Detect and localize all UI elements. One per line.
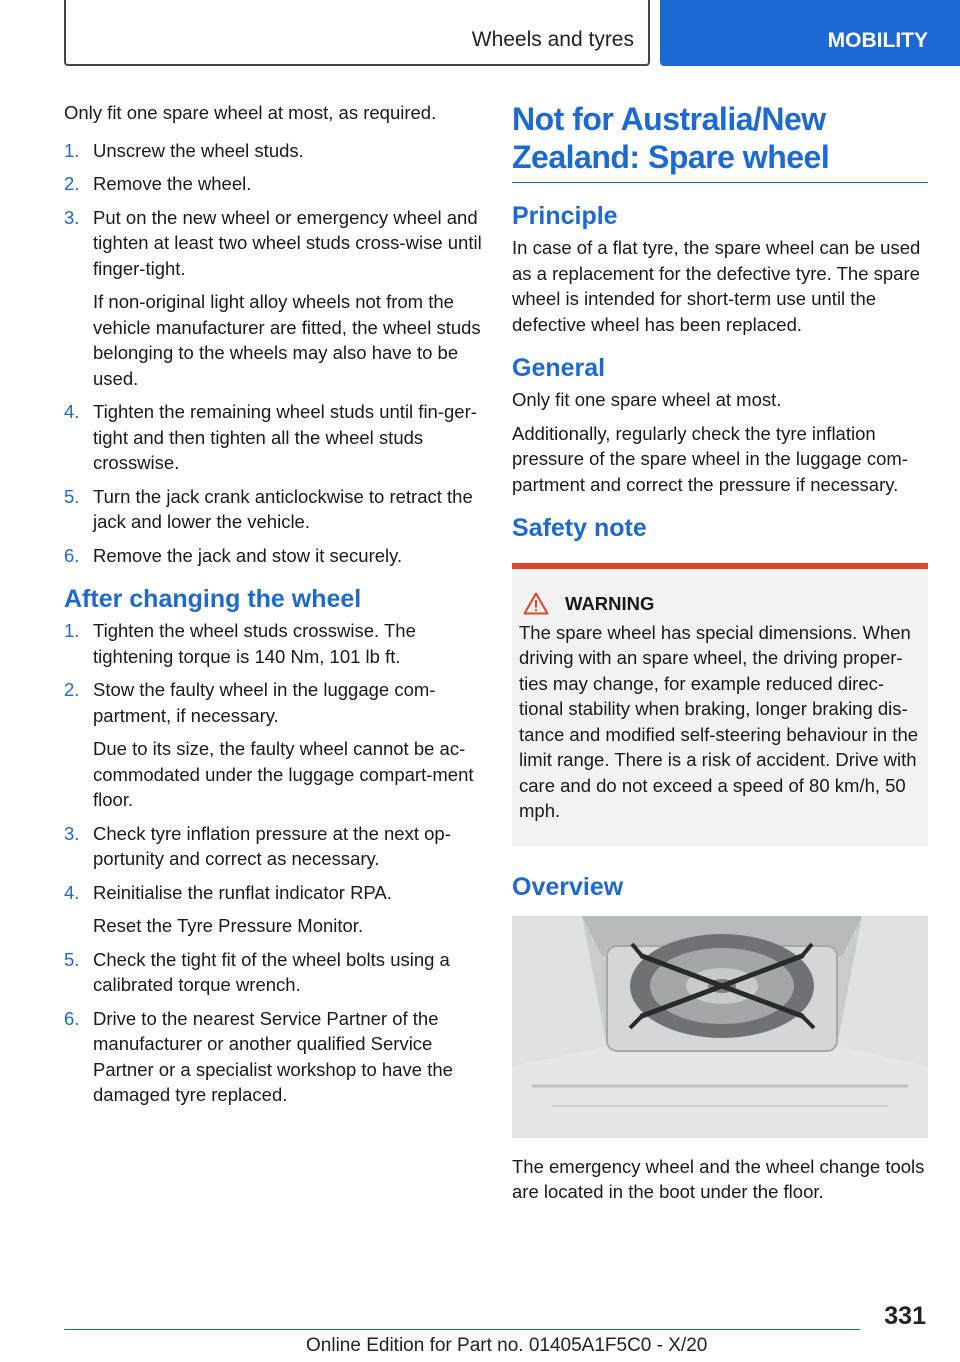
warning-triangle-icon (523, 592, 549, 615)
warning-text: The spare wheel has special dimensions. When driving with an spare wheel, the driving proper‐ties may change, for example reduced direc‐tional stability when braking, longer braking dis‐tance and modified self-steering behaviour in the limit range. There is a risk of accident. Drive with care and do not exceed a speed of 80 km/h, 50 mph. (519, 621, 919, 821)
list-item (64, 677, 482, 813)
step-subtext: Due to its size, the faulty wheel cannot be ac‐commodated under the luggage compart‐ment floor. (93, 738, 474, 810)
general-text-2: Additionally, regularly check the tyre inflation pressure of the spare wheel in the luggage com‐partment and correct the pressure if necessary. (512, 422, 908, 495)
safety-note-heading: Safety note (512, 514, 647, 542)
step-text: Turn the jack crank anticlockwise to retract the jack and lower the vehicle. (93, 485, 473, 532)
warning-title: WARNING (565, 593, 655, 614)
list-item (64, 543, 482, 569)
spare-wheel-boot-photo (512, 916, 928, 1138)
step-number: 1. (64, 620, 80, 641)
after-changing-steps (64, 618, 482, 1108)
right-column (512, 100, 928, 1213)
step-number: 3. (64, 206, 80, 228)
page-number: 331 (884, 1302, 926, 1330)
overview-caption: The emergency wheel and the wheel change tools are located in the boot under the floor. (512, 1155, 925, 1202)
step-text: Check the tight fit of the wheel bolts using a calibrated torque wrench. (93, 948, 450, 995)
change-wheel-steps (64, 138, 482, 569)
step-number: 6. (64, 1007, 80, 1029)
step-number: 4. (64, 401, 80, 422)
step-number: 6. (64, 544, 80, 566)
header-chapter-tab[interactable] (660, 0, 960, 66)
step-number: 3. (64, 822, 80, 844)
after-changing-heading: After changing the wheel (64, 585, 362, 613)
step-text: Put on the new wheel or emergency wheel and tighten at least two wheel studs cross‐wise until finger-tight. (93, 206, 482, 279)
list-item (64, 205, 482, 392)
list-item (64, 171, 482, 197)
list-item (64, 1006, 482, 1108)
intro-text: Only fit one spare wheel at most, as required. (64, 102, 437, 123)
overview-heading: Overview (512, 872, 624, 901)
step-number: 2. (64, 173, 80, 194)
general-heading: General (512, 354, 606, 382)
header-chapter-title: MOBILITY (827, 29, 928, 52)
list-item (64, 821, 482, 872)
header-section-title: Wheels and tyres (471, 28, 634, 51)
step-subtext: If non-original light alloy wheels not from the vehicle manufacturer are fitted, the wheel studs belonging to the wheels may also have to be used. (93, 291, 481, 389)
general-text-1: Only fit one spare wheel at most. (512, 389, 782, 410)
footer-edition-text: Online Edition for Part no. 01405A1F5C0 - X/20 (306, 1335, 708, 1356)
step-number: 5. (64, 948, 80, 970)
principle-text: In case of a flat tyre, the spare wheel can be used as a replacement for the defective tyre. The spare wheel is intended for short-term use until the defective wheel has been replaced. (512, 237, 921, 335)
spare-wheel-title: Not for Australia/New Zealand: Spare wheel (512, 100, 928, 183)
warning-box (512, 563, 928, 846)
list-item (64, 880, 482, 939)
step-number: 5. (64, 485, 80, 507)
step-text: Drive to the nearest Service Partner of the manufacturer or another qualified Service Partner or a specialist workshop to have the damaged tyre replaced. (93, 1007, 453, 1105)
list-item (64, 484, 482, 535)
left-column (64, 100, 482, 1116)
step-text: Unscrew the wheel studs. (93, 139, 304, 161)
footer-divider (64, 1329, 860, 1330)
step-text: Stow the faulty wheel in the luggage com‐partment, if necessary. (93, 679, 436, 726)
step-number: 1. (64, 139, 80, 161)
step-text: Tighten the wheel studs crosswise. The tightening torque is 140 Nm, 101 lb ft. (93, 620, 416, 667)
list-item (64, 138, 482, 164)
step-number: 4. (64, 881, 80, 903)
step-number: 2. (64, 679, 80, 700)
list-item (64, 399, 482, 476)
header-section-box (64, 0, 650, 66)
step-text: Remove the jack and stow it securely. (93, 544, 403, 566)
step-subtext: Reset the Tyre Pressure Monitor. (93, 915, 364, 936)
step-text: Reinitialise the runflat indicator RPA. (93, 881, 392, 903)
step-text: Check tyre inflation pressure at the next op‐portunity and correct as necessary. (93, 822, 451, 869)
step-text: Tighten the remaining wheel studs until fin‐ger-tight and then tighten all the wheel studs crosswise. (93, 401, 477, 473)
step-text: Remove the wheel. (93, 173, 252, 194)
principle-heading: Principle (512, 202, 618, 230)
list-item (64, 947, 482, 998)
list-item (64, 618, 482, 669)
